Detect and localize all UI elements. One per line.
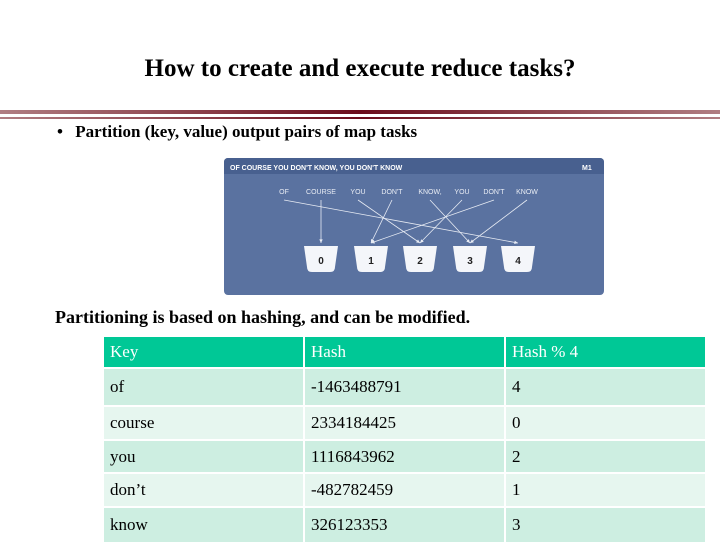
- partition-caption: Partitioning is based on hashing, and can be modified.: [55, 307, 471, 327]
- cell-hash-mod: 2: [505, 440, 706, 473]
- diagram-bucket-label: 1: [368, 256, 374, 267]
- bullet-text: Partition (key, value) output pairs of map tasks: [75, 122, 418, 141]
- cell-hash-mod: 4: [505, 368, 706, 406]
- header-key: Key: [103, 336, 304, 368]
- diagram-word: YOU: [454, 189, 470, 196]
- cell-key: of: [103, 368, 304, 406]
- diagram-word: DON'T: [483, 189, 505, 196]
- diagram-bucket-label: 3: [467, 256, 473, 267]
- slide-title: How to create and execute reduce tasks?: [144, 55, 576, 82]
- diagram-bucket-label: 4: [515, 256, 521, 267]
- table-row: [103, 473, 706, 507]
- bullet-item: [57, 122, 417, 142]
- cell-hash: 1116843962: [304, 440, 505, 473]
- table-row: [103, 406, 706, 440]
- cell-hash-mod: 0: [505, 406, 706, 440]
- cell-key: you: [103, 440, 304, 473]
- diagram-word: KNOW,: [418, 189, 442, 196]
- cell-hash: -1463488791: [304, 368, 505, 406]
- diagram-bucket-label: 0: [318, 256, 324, 267]
- header-hash-mod: Hash % 4: [505, 336, 706, 368]
- table-row: [103, 368, 706, 406]
- diagram-word: OF: [279, 189, 289, 196]
- cell-hash: -482782459: [304, 473, 505, 507]
- diagram-header-text: OF COURSE YOU DON'T KNOW, YOU DON'T KNOW: [230, 165, 403, 172]
- cell-hash-mod: 3: [505, 507, 706, 543]
- partition-diagram: [224, 158, 604, 295]
- diagram-bucket-label: 2: [417, 256, 423, 267]
- cell-key: course: [103, 406, 304, 440]
- diagram-word: DON'T: [381, 189, 403, 196]
- diagram-header-tag: M1: [582, 165, 592, 172]
- table-row: [103, 507, 706, 543]
- cell-key: don’t: [103, 473, 304, 507]
- header-hash: Hash: [304, 336, 505, 368]
- cell-key: know: [103, 507, 304, 543]
- diagram-word: KNOW: [516, 189, 538, 196]
- table-header-row: [103, 336, 706, 368]
- diagram-word: YOU: [350, 189, 366, 196]
- table-row: [103, 440, 706, 473]
- hash-table: [102, 335, 707, 544]
- diagram-background: [224, 158, 604, 295]
- cell-hash: 2334184425: [304, 406, 505, 440]
- cell-hash-mod: 1: [505, 473, 706, 507]
- bullet-symbol: •: [57, 122, 63, 141]
- diagram-word: COURSE: [306, 189, 336, 196]
- cell-hash: 326123353: [304, 507, 505, 543]
